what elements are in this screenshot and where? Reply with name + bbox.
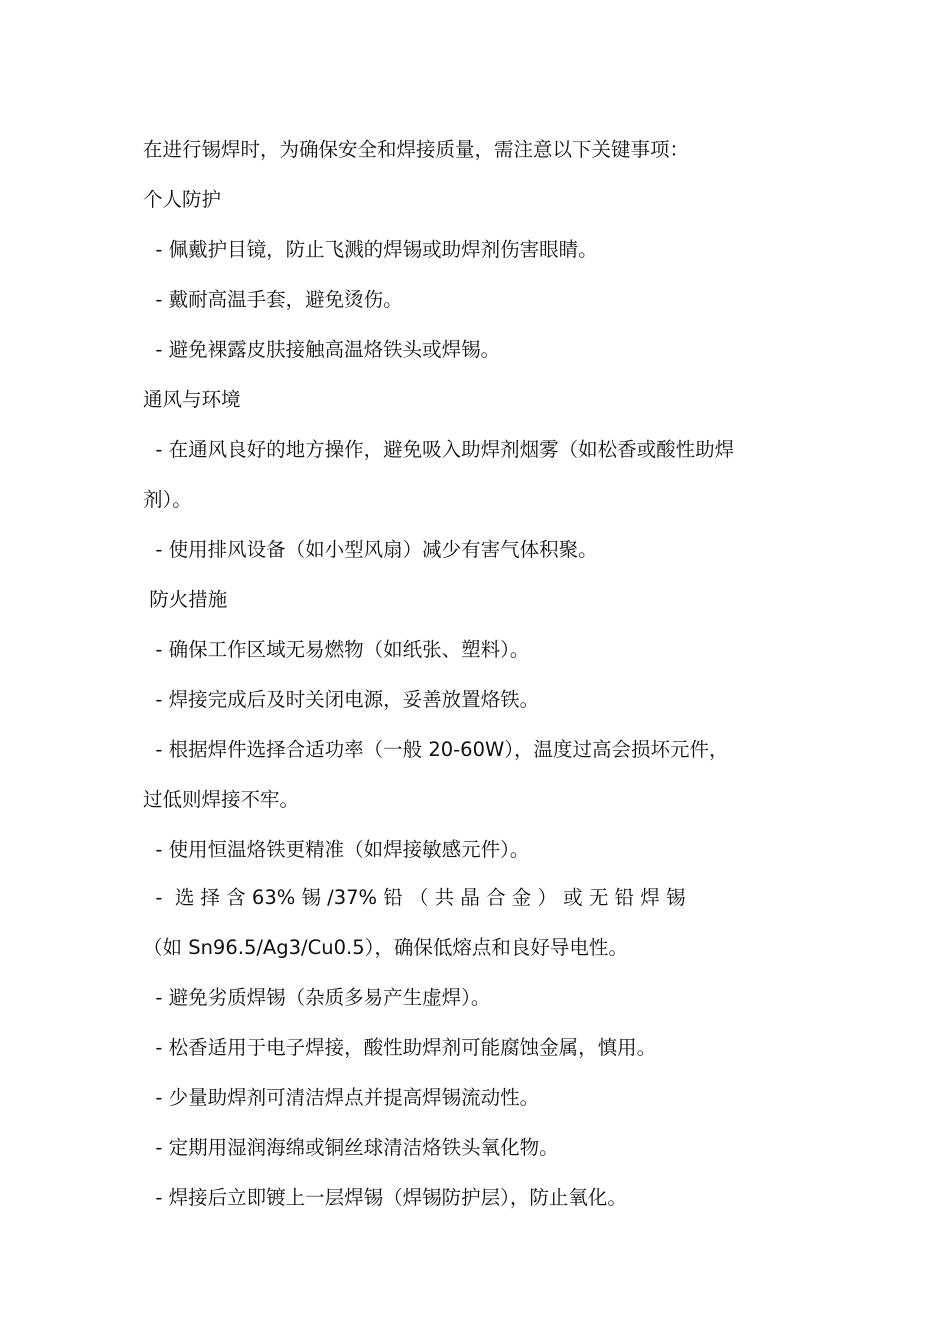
list-item: - 根据焊件选择合适功率（一般 20-60W），温度过高会损坏元件， [143,738,729,761]
list-item: - 焊接完成后及时关闭电源，妥善放置烙铁。 [143,688,540,711]
list-item: - 定期用湿润海绵或铜丝球清洁烙铁头氧化物。 [143,1136,559,1159]
list-item: - 佩戴护目镜，防止飞溅的焊锡或助焊剂伤害眼睛。 [143,238,598,261]
list-item: - 使用恒温烙铁更精准（如焊接敏感元件）。 [143,838,530,861]
list-item: - 避免劣质焊锡（杂质多易产生虚焊）。 [143,986,491,1009]
list-item: - 戴耐高温手套，避免烫伤。 [143,288,403,311]
list-item: - 使用排风设备（如小型风扇）减少有害气体积聚。 [143,538,598,561]
intro-text: 在进行锡焊时，为确保安全和焊接质量，需注意以下关键事项： [143,138,690,161]
list-item: - 焊接后立即镀上一层焊锡（焊锡防护层），防止氧化。 [143,1186,627,1209]
list-item: - 少量助焊剂可清洁焊点并提高焊锡流动性。 [143,1086,540,1109]
list-item: - 确保工作区域无易燃物（如纸张、塑料）。 [143,638,530,661]
list-item: - 松香适用于电子焊接，酸性助焊剂可能腐蚀金属，慎用。 [143,1036,657,1059]
list-item: - 选 择 含 63% 锡 /37% 铅 （ 共 晶 合 金 ） 或 无 铅 焊 锡 [143,886,686,909]
section-title-personal-protection: 个人防护 [143,188,222,211]
list-item-continuation: 剂）。 [143,488,192,511]
list-item: - 避免裸露皮肤接触高温烙铁头或焊锡。 [143,338,501,361]
list-item-continuation: （如 Sn96.5/Ag3/Cu0.5），确保低熔点和良好导电性。 [143,936,628,959]
section-title-ventilation: 通风与环境 [143,388,241,411]
list-item-continuation: 过低则焊接不牢。 [143,788,300,811]
section-title-fire-prevention: 防火措施 [143,588,228,611]
list-item: - 在通风良好的地方操作，避免吸入助焊剂烟雾（如松香或酸性助焊 [143,438,735,461]
